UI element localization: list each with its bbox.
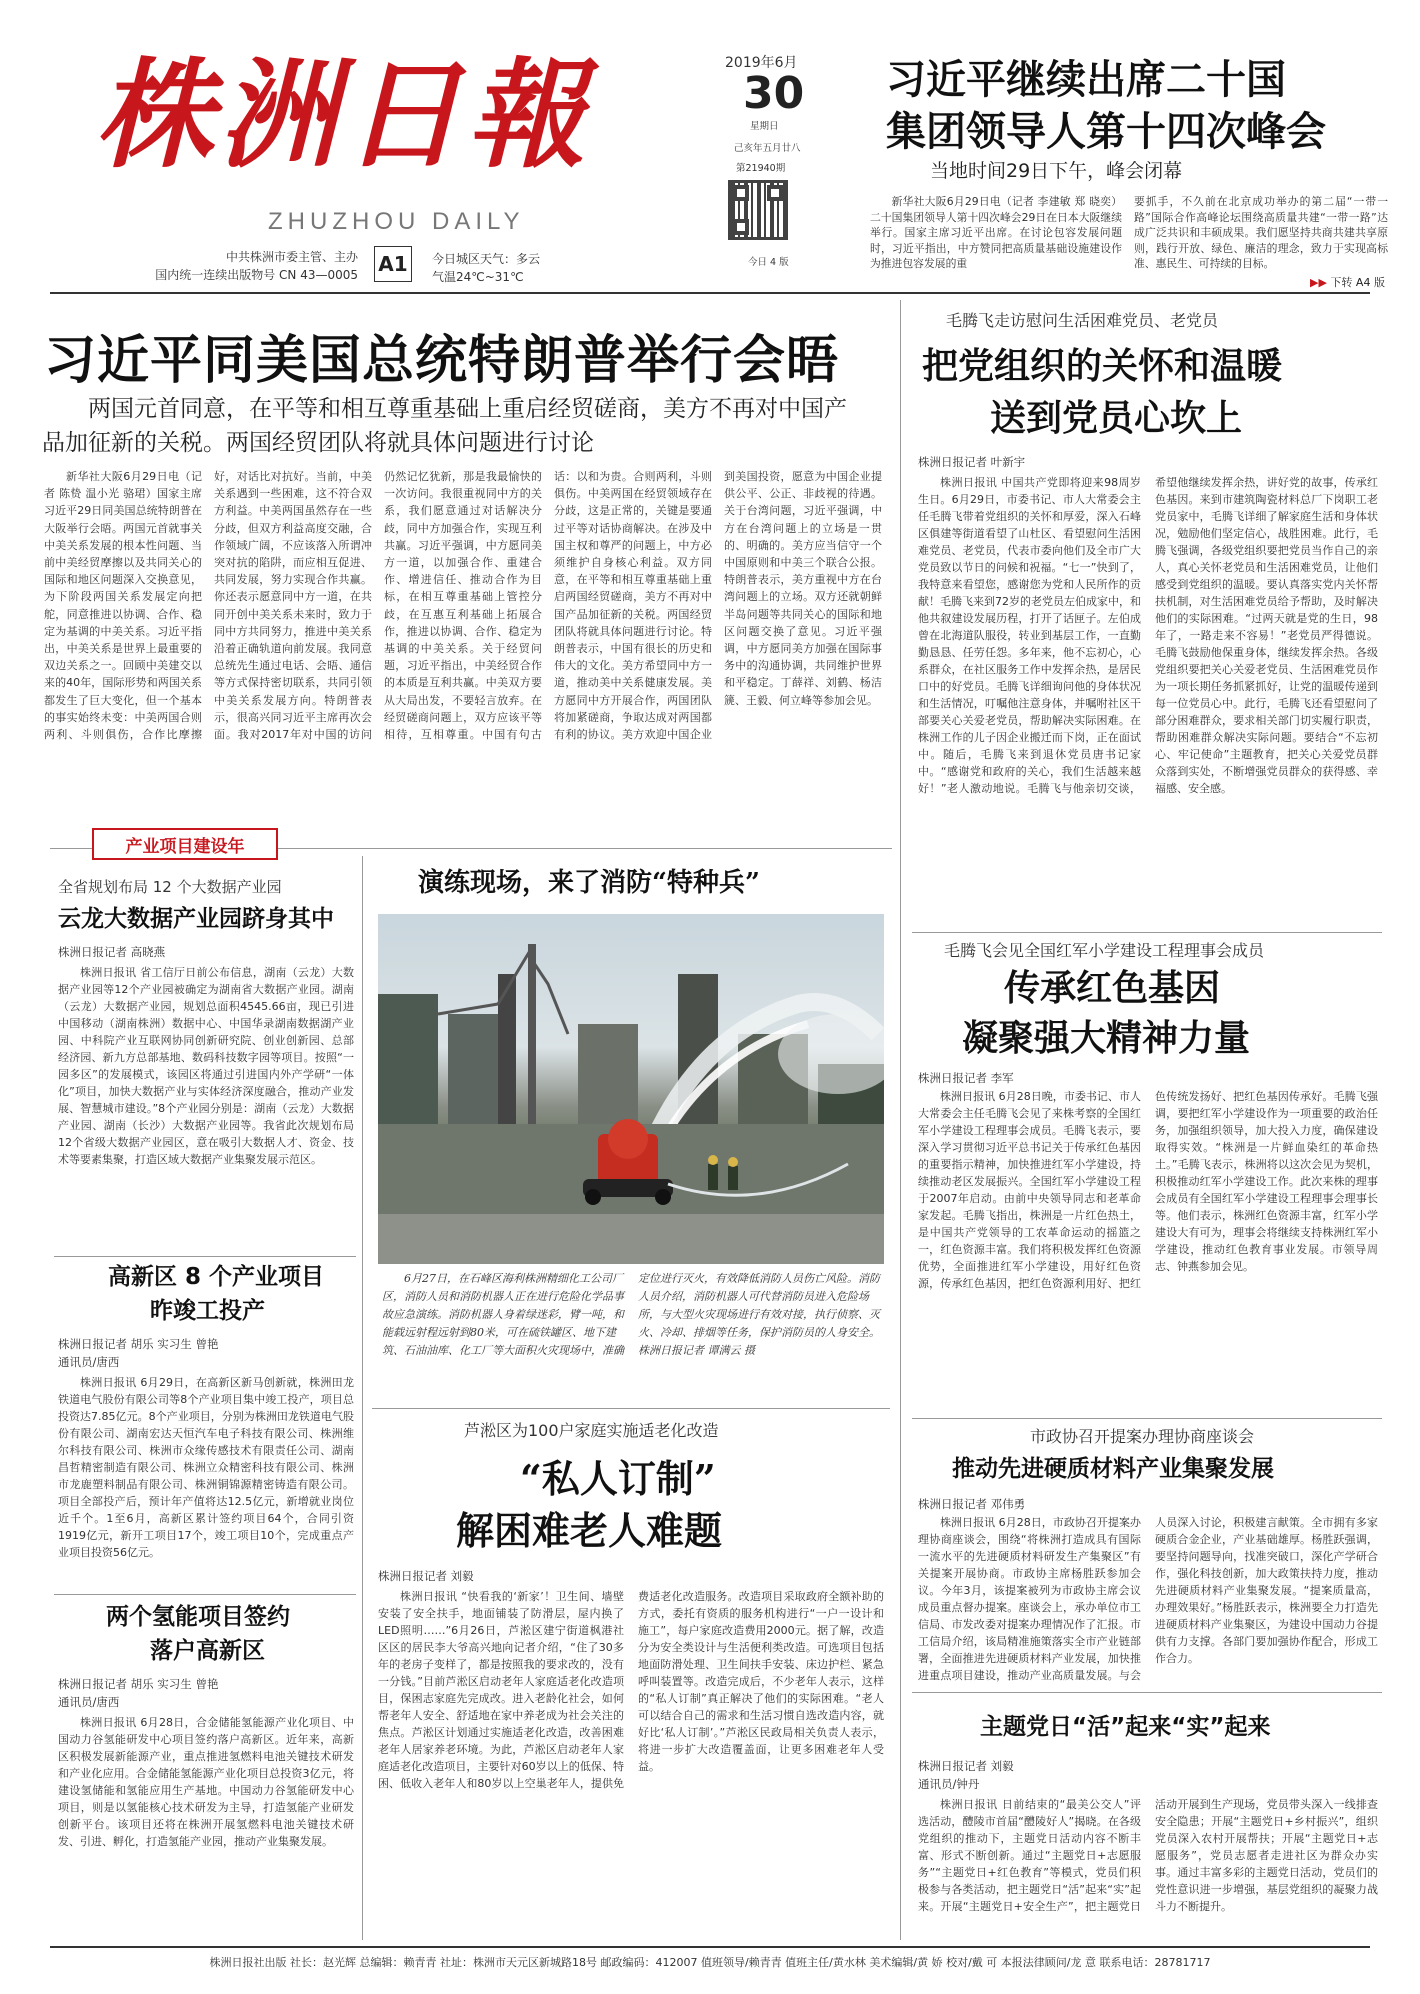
industry-tag: 产业项目建设年	[125, 836, 245, 857]
gaoxin-body: 株洲日报讯 6月29日，在高新区新马创新就，株洲田龙铁道电气股份有限公司等8个产业项目集中竣工投产，项目总投资达7.85亿元。8个产业项目，分别为株洲田龙铁道电气股份有限公司、湖南宏达天恒汽车电子科技有限公司、株洲维尔科技有限公司、株洲市众缘传感技术有限责任公司、湖南昌哲精密制造有限公司、株洲立众精密科技有限公司、株洲市龙鹿塑料制品有限公司、株洲铜锦源精密铸造有限公司。项目全部投产后，预计年产值将达12.5亿元，新增就业岗位近千个。1至6月，高新区累计签约项目64个，合同引资1919亿元，新开工项目17个，竣工项目10个，完成重点产业项目投资56亿元。	[58, 1376, 354, 1559]
renovation-headline-line1: “私人订制”	[520, 1456, 716, 1501]
top-story	[870, 48, 1390, 293]
page-number: A1	[378, 252, 408, 276]
right-story4-byline2: 通讯员/钟丹	[918, 1777, 980, 1791]
renovation-headline-line2: 解困难老人难题	[456, 1508, 723, 1553]
lunar-date: 己亥年五月廿八	[734, 143, 801, 154]
qr-code	[728, 180, 788, 240]
top-story-title-line1: 习近平继续出席二十国	[886, 56, 1286, 103]
photo-scene	[378, 914, 884, 1264]
lead-headline: 习近平同美国总统特朗普举行会晤	[44, 330, 840, 391]
renovation-byline: 株洲日报记者 刘毅	[378, 1569, 474, 1583]
gaoxin-byline1: 株洲日报记者 胡乐 实习生 曾艳	[58, 1337, 219, 1351]
right-story4-body: 株洲日报讯 日前结束的“最美公交人”评选活动，醴陵市首届“醴陵好人”揭晓。在各级党组织的推动下，主题党日活动内容不断丰富、形式不断创新。通过“主题党日+志愿服务”“主题党日+红色教育”等模式，党员们积极参与各类活动，把主题党日“活”起来“实”起来。开展“主题党日+安全生产”，把主题党日活动开展到生产现场，党员带头深入一线排查安全隐患；开展“主题党日+乡村振兴”，组织党员深入农村开展帮扶；开展“主题党日+志愿服务”，党员志愿者走进社区为群众办实事。通过丰富多彩的主题党日活动，党员们的党性意识进一步增强，基层党组织的凝聚力战斗力不断提升。	[918, 1798, 1378, 1913]
top-story-title-line2: 集团领导人第十四次峰会	[886, 108, 1326, 155]
right-story1-body: 株洲日报讯 中国共产党即将迎来98周岁生日。6月29日，市委书记、市人大常委会主任毛腾飞带着党组织的关怀和厚爱，深入石峰区俱建等街道看望了山杜区、看望慰问生活困难党员、老党员，代表市委向他们及全市广大党员致以节日的问候和祝福。“七一”快到了，我特意来看望您，感谢您为党和人民所作的贡献！毛腾飞来到72岁的老党员左伯成家中，和他共叙建设发展历程，打开了话匣子。左伯成曾在北海道队服役，转业到基层工作，一直勤勤恳恳、任劳任怨。多年来，他不忘初心，心系群众，在社区服务工作中发挥余热，是居民口中的好党员。毛腾飞详细询问他的身体状况和生活情况，叮嘱他注意身体，并嘱咐社区干部要关心关爱老党员，帮助解决实际困难。在株洲工作的儿子因企业搬迁而下岗，正在面试中。随后，毛腾飞来到退休党员唐书记家中。“感谢党和政府的关心，我们生活越来越好！”老人激动地说。毛腾飞与他亲切交谈，希望他继续发挥余热，讲好党的故事，传承红色基因。来到市建筑陶瓷材料总厂下岗职工老党员家中，毛腾飞详细了解家庭生活和身体状况，勉励他们坚定信心，战胜困难。此行，毛腾飞强调，各级党组织要把党员当作自己的亲人，真心关怀老党员和生活困难党员，让他们感受到党组织的温暖。要认真落实党内关怀帮扶机制，对生活困难党员给予帮助，及时解决他们的实际困难。“过两天就是党的生日，98年了，一路走来不容易！”老党员严得德说。毛腾飞鼓励他保重身体，继续发挥余热。各级党组织要把关心关爱老党员、生活困难党员作为一项长期任务抓紧抓好，让党的温暖传递到每一位党员心中。此行，毛腾飞还看望慰问了部分困难群众，要求相关部门切实履行职责，帮助困难群众解决实际问题。要结合“不忘初心、牢记使命”主题教育，把关心关爱党员群众落到实处，不断增强党员群众的获得感、幸福感、安全感。	[918, 476, 1378, 795]
right-story2-byline: 株洲日报记者 李军	[918, 1071, 1014, 1085]
pages-today: 今日 4 版	[748, 257, 789, 268]
right-divider-3	[912, 1692, 1382, 1693]
right-story3-headline: 推动先进硬质材料产业集聚发展	[952, 1456, 1274, 1482]
right-story3-kicker: 市政协召开提案办理协商座谈会	[1030, 1427, 1255, 1446]
fire-drill-photo	[378, 914, 884, 1264]
issue-number: 第21940期	[736, 163, 786, 174]
industry-headline: 云龙大数据产业园跻身其中	[58, 906, 334, 932]
weather-label: 今日城区天气：多云	[432, 252, 541, 266]
center-vertical-rule	[900, 300, 901, 1940]
gaoxin-headline-line1: 高新区 8 个产业项目	[108, 1264, 325, 1290]
photo-caption: 6月27日，在石峰区海利株洲精细化工公司厂区，消防人员和消防机器人正在进行危险化学品事故应急演练。消防机器人身着绿迷彩，臂一吨，和能载远射程远射到80米，可在硫铁罐区、地下建筑、石油油库、化工厂等大面积火灾现场中，准确定位进行灭火，有效降低消防人员伤亡风险。消防人员介绍，消防机器人可代替消防员进入危险场所，与大型火灾现场进行有效对接，执行侦察、灭火、冷却、排烟等任务，保护消防员的人身安全。株洲日报记者 谭满云 摄	[382, 1272, 880, 1357]
turn-page-link[interactable]	[1310, 274, 1385, 290]
renovation-body: 株洲日报讯 “快看我的‘新家’！卫生间、墙壁安装了安全扶手，地面铺装了防滑层，屋内换了LED照明……”6月26日，芦淞区建宁街道枫港社区区的居民李大爷高兴地向记者介绍，“住了30多年的老房子变样了，都是按照我的要求改的，没有一分钱。”目前芦淞区启动老年人家庭适老化改造项目，保困志家庭先完成改。进入老龄化社会，如何帮老年人安全、舒适地在家中养老成为社会关注的焦点。芦淞区计划通过实施适老化改造，改善困难老年人居家养老环境。为此，芦淞区启动老年人家庭适老化改造项目，主要针对60岁以上的低保、特困、低收入老年人和80岁以上空巢老年人，提供免费适老化改造服务。改造项目采取政府全额补助的方式，委托有资质的服务机构进行“一户一设计和施工”，每户家庭改造费用2000元。据了解，改造分为安全类设计与生活便利类改造。可选项目包括地面防滑处理、卫生间扶手安装、床边护栏、紧急呼叫装置等。改造完成后，不少老年人表示，这样的“私人订制”真正解决了他们的实际困难。“老人可以结合自己的需求和生活习惯自选改造内容，就好比‘私人订制’。”芦淞区民政局相关负责人表示，将进一步扩大改造覆盖面，让更多困难老年人受益。	[378, 1590, 884, 1790]
footer-text: 株洲日报社出版 社长：赵光辉 总编辑：赖青青 社址：株洲市天元区新城路18号 邮政编码：412007 值班领导/赖青青 值班主任/黄水林 美术编辑/黄 娇 校对/戴 可 本报法律顾问/龙 意 联系电话：28781717	[209, 1956, 1211, 1969]
hydrogen-byline1: 株洲日报记者 胡乐 实习生 曾艳	[58, 1677, 219, 1691]
hydrogen-body: 株洲日报讯 6月28日，合金储能氢能源产业化项目、中国动力谷氢能研发中心项目签约落户高新区。近年来，高新区积极发展新能源产业，重点推进氢燃料电池关键技术研发和产业化应用。合金储能氢能源产业化项目总投资3亿元，将建设氢储能和氢能应用生产基地。中国动力谷氢能研发中心项目，则是以氢能核心技术研发为主导，打造氢能产业研发创新平台。该项目还将在株洲开展氢燃料电池关键技术研发、引进、孵化，打造氢能产业园，推动产业集聚发展。	[58, 1716, 354, 1848]
masthead-subtitle: ZHUZHOU DAILY	[268, 208, 525, 235]
left-divider-1	[54, 1256, 356, 1257]
hydrogen-headline-line1: 两个氢能项目签约	[106, 1604, 290, 1630]
masthead-divider	[50, 292, 1370, 294]
footer-rule	[50, 1946, 1370, 1948]
org-line-2: 国内统一连续出版物号 CN 43—0005	[155, 268, 358, 282]
right-divider-1	[912, 932, 1382, 933]
page-number-box	[374, 246, 412, 282]
date-year-month: 2019年6月	[725, 55, 798, 71]
right-story1-byline: 株洲日报记者 叶新宇	[918, 455, 1026, 469]
turn-arrow-icon: ▶▶	[1310, 276, 1327, 289]
right-story1-kicker: 毛腾飞走访慰问生活困难党员、老党员	[946, 311, 1219, 330]
date-day: 30	[743, 68, 805, 119]
left-divider-2	[54, 1594, 356, 1595]
weekday: 星期日	[750, 121, 779, 132]
right-story2-kicker: 毛腾飞会见全国红军小学建设工程理事会成员	[944, 941, 1265, 960]
gaoxin-headline-line2: 昨竣工投产	[150, 1298, 265, 1324]
industry-byline: 株洲日报记者 高晓燕	[58, 945, 166, 959]
top-story-subtitle: 当地时间29日下午，峰会闭幕	[930, 160, 1183, 182]
right-story2-headline-line1: 传承红色基因	[1004, 967, 1221, 1009]
lead-deck: 两国元首同意，在平等和相互尊重基础上重启经贸磋商，美方不再对中国产品加征新的关税。两国经贸团队将就具体问题进行讨论	[42, 396, 847, 456]
right-story3-byline: 株洲日报记者 邓伟勇	[918, 1497, 1026, 1511]
industry-tag-box	[92, 828, 278, 860]
turn-page-text: 下转 A4 版	[1330, 276, 1385, 289]
right-story4-headline: 主题党日“活”起来“实”起来	[980, 1714, 1271, 1740]
right-story1-headline-line1: 把党组织的关怀和温暖	[922, 345, 1283, 387]
hydrogen-byline2: 通讯员/唐西	[58, 1695, 120, 1709]
industry-kicker: 全省规划布局 12 个大数据产业园	[58, 878, 282, 896]
photo-headline: 演练现场，来了消防“特种兵”	[418, 868, 760, 898]
left-vertical-rule	[362, 856, 363, 1940]
top-story-col1: 新华社大阪6月29日电（记者 李建敏 郑 晓奕）二十国集团领导人第十四次峰会29日在日本大阪继续举行。国家主席习近平出席。在讨论包容发展问题时，习近平指出，中方赞同把高质量基础设施建设作为推进包容发展的重	[870, 195, 1122, 270]
hydrogen-headline-line2: 落户高新区	[150, 1638, 265, 1664]
industry-body: 株洲日报讯 省工信厅日前公布信息，湖南（云龙）大数据产业园等12个产业园被确定为湖南省大数据产业园。湖南（云龙）大数据产业园，规划总面积4545.66亩，现已引进中国移动（湖南株洲）数据中心、中国华录湖南数据湖产业园、中科院产业互联网协同创新研究院、创业创新园、总部经济园、新九方总部基地、数码科技数字园等项目。按照“一园多区”的发展模式，该园区将通过引进国内外产学研“一体化”项目，加快大数据产业与实体经济深度融合，推动产业发展、智慧城市建设。”8个产业园分别是：湖南（云龙）大数据产业园、湖南（长沙）大数据产业园等。我省此次规划布局12个省级大数据产业园区，意在吸引大数据人才、资金、技术等要素集聚，打造区域大数据产业集聚发展示范区。	[58, 966, 354, 1166]
weather-temp: 气温24℃~31℃	[432, 270, 524, 284]
lead-body: 新华社大阪6月29日电（记者 陈贽 温小光 骆珺）国家主席习近平29日同美国总统特朗普在大阪举行会晤。两国元首就事关中美关系发展的根本性问题、当前中美经贸摩擦以及共同关心的国际和地区问题深入交换意见，为下阶段两国关系发展定向把舵，同意推进以协调、合作、稳定为基调的中美关系。习近平指出，中美关系是世界上最重要的双边关系之一。回顾中美建交以来的40年，国际形势和两国关系都发生了巨大变化，但一个基本的事实始终未变：中美两国合则两利、斗则俱伤，合作比摩擦好，对话比对抗好。当前，中美关系遇到一些困难，这不符合双方利益。中美两国虽然存在一些分歧，但双方利益高度交融，合作领域广阔，不应该落入所谓冲突对抗的陷阱，而应相互促进、共同发展，努力实现合作共赢。你还表示愿意同中方一道，在共同开创中美关系未来时，致力于同中方共同努力，推进中美关系沿着正确轨道向前发展。我同意总统先生通过电话、会晤、通信等方式保持密切联系，共同引领中美关系发展方向。特朗普表示，很高兴同习近平主席再次会面。我对2017年对中国的访问仍然记忆犹新，那是我最愉快的一次访问。我很重视同中方的关系，我们愿意通过对话解决分歧，同中方加强合作，实现互利共赢。习近平强调，中方愿同美方一道，以加强合作、重建合作、增进信任、推动合作为目标，在相互尊重基础上管控分歧，在互惠互利基础上拓展合作，推进以协调、合作、稳定为基调的中美关系。关于经贸问题，习近平指出，中美经贸合作的本质是互利共赢。中美双方要从大局出发，不要轻言放弃。在经贸磋商问题上，双方应该平等相待，互相尊重。中国有句古话：以和为贵。合则两利，斗则俱伤。中美两国在经贸领域存在分歧，这是正常的，关键是要通过平等对话协商解决。在涉及中国主权和尊严的问题上，中方必须维护自身核心利益。双方同意，在平等和相互尊重基础上重启两国经贸磋商，美方不再对中国产品加征新的关税。两国经贸团队将就具体问题进行讨论。特朗普表示，中国有很长的历史和伟大的文化。美方希望同中方一道，推动美中关系健康发展。美方愿同中方开展合作，两国团队将加紧磋商，争取达成对两国都有利的协议。美方欢迎中国企业到美国投资，愿意为中国企业提供公平、公正、非歧视的待遇。关于台湾问题，习近平强调，中方在台湾问题上的立场是一贯的、明确的。美方应当信守一个中国原则和中美三个联合公报。特朗普表示，美方重视中方在台湾问题上的立场。双方还就朝鲜半岛问题等共同关心的国际和地区问题交换了意见。习近平强调，中方愿同美方加强在国际事务中的沟通协调，共同维护世界和平稳定。丁薛祥、刘鹤、杨洁篪、王毅、何立峰等参加会见。	[44, 470, 882, 742]
masthead-title: 株洲日報	[95, 45, 592, 184]
top-story-col2: 要抓手，不久前在北京成功举办的第二届“一带一路”国际合作高峰论坛围绕高质量共建“一带一路”达成广泛共识和丰硕成果。我们愿坚持共商共建共享原则，践行开放、绿色、廉洁的理念，致力于实现高标准、惠民生、可持续的目标。	[1134, 195, 1388, 270]
right-story4-byline1: 株洲日报记者 刘毅	[918, 1759, 1014, 1773]
renovation-kicker: 芦淞区为100户家庭实施适老化改造	[464, 1421, 719, 1440]
right-story2-body: 株洲日报讯 6月28日晚，市委书记、市人大常委会主任毛腾飞会见了来株考察的全国红军小学建设工程理事会成员。毛腾飞表示，要深入学习贯彻习近平总书记关于传承红色基因的重要指示精神，加快推进红军小学建设，持续推动老区发展振兴。全国红军小学建设工程于2007年启动。由前中央领导同志和老革命家发起。毛腾飞指出，株洲是一片红色热土，是中国共产党领导的工农革命运动的摇篮之一，红色资源丰富。我们将积极发挥红色资源优势，全面推进红军小学建设，用好红色资源，传承红色基因，把红色资源利用好、把红色传统发扬好、把红色基因传承好。毛腾飞强调，要把红军小学建设作为一项重要的政治任务，加强组织领导，加大投入力度，确保建设取得实效。“株洲是一片鲜血染红的革命热土。”毛腾飞表示，株洲将以这次会见为契机，积极推动红军小学建设工作。此次来株的理事会成员有全国红军小学建设工程理事会理事长等。他们表示，株洲红色资源丰富，红军小学建设大有可为，理事会将继续支持株洲红军小学建设，推动红色教育事业发展。市领导周志、钟燕参加会见。	[918, 1090, 1378, 1290]
right-story3-body: 株洲日报讯 6月28日，市政协召开提案办理协商座谈会，围绕“将株洲打造成具有国际一流水平的先进硬质材料研发生产集聚区”有关提案开展协商。市政协主席杨胜跃参加会议。今年3月，该提案被列为市政协主席会议成员重点督办提案。座谈会上，承办单位市工信局、市发改委对提案办理情况作了汇报。市工信局介绍，该局精准施策落实全市产业链部署，全面推进先进硬质材料产业发展，加快推进重点项目建设，推动产业高质量发展。与会人员深入讨论，积极建言献策。全市拥有多家硬质合金企业，产业基础雄厚。杨胜跃强调，要坚持问题导向，找准突破口，深化产学研合作，强化科技创新，加大政策扶持力度，推动先进硬质材料产业集聚发展。“提案质量高，办理效果好。”杨胜跃表示，株洲要全力打造先进硬质材料产业集聚区，为建设中国动力谷提供有力支撑。各部门要加强协作配合，形成工作合力。	[918, 1516, 1378, 1682]
gaoxin-byline2: 通讯员/唐西	[58, 1355, 120, 1369]
right-divider-2	[912, 1418, 1382, 1419]
center-divider	[372, 1408, 890, 1409]
right-story1-headline-line2: 送到党员心坎上	[990, 397, 1243, 439]
right-story2-headline-line2: 凝聚强大精神力量	[962, 1017, 1251, 1059]
org-line-1: 中共株洲市委主管、主办	[225, 250, 358, 264]
